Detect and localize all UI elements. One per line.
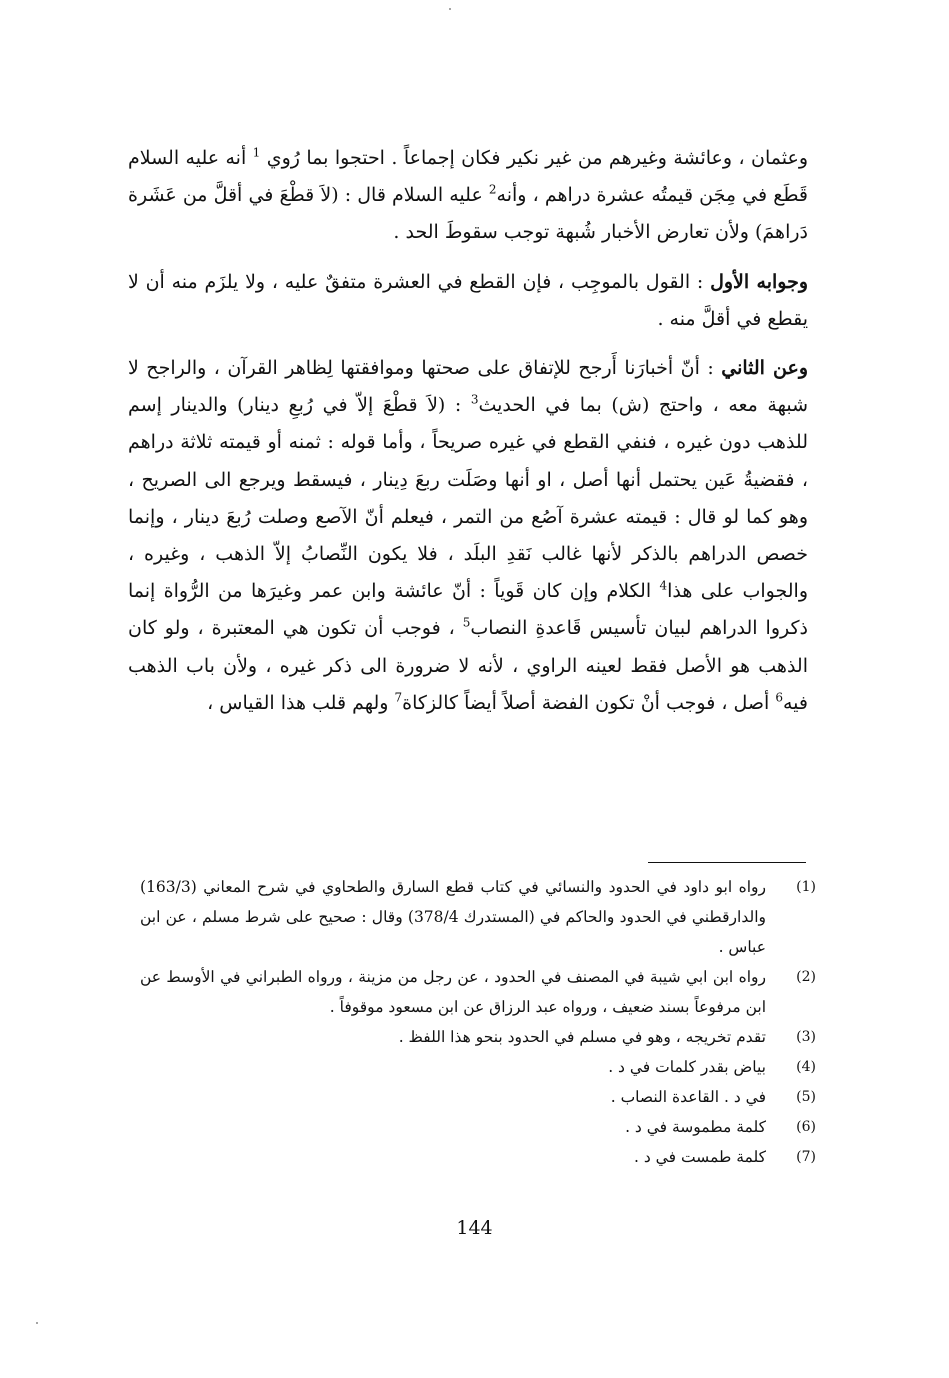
footnote [140,1082,816,1112]
scan-speck [449,8,451,10]
footnote-text: رواه ابن ابي شيبة في المصنف في الحدود ، عن رجل من مزينة ، ورواه الطبراني في الأوسط عن ابن مرفوعاً بسند ضعيف ، ورواه عبد الرزاق عن ابن مسعود موقوفاً . [140,968,766,1016]
footnote-divider [648,862,806,863]
footnote-text: رواه ابو داود في الحدود والنسائي في كتاب قطع السارق والطحاوي في شرح المعاني (163/3) والدارقطني في الحدود والحاكم في (المستدرك 378/4) وقال : صحيح على شرط مسلم ، عن ابن عباس . [140,878,766,956]
footnote-ref[interactable]: 1 [252,145,261,160]
footnote-ref[interactable]: 3 [470,392,479,407]
footnote [140,1112,816,1142]
footnote-ref[interactable]: 4 [659,578,668,593]
section-heading: وجوابه الأول [710,270,808,293]
footnote [140,1142,816,1172]
footnote-text: في د . القاعدة النصاب . [610,1088,766,1106]
footnote-number: (2) [796,969,816,985]
scan-speck [36,1322,38,1324]
section-heading: وعن الثاني [721,357,808,380]
footnote [140,962,816,1022]
footnotes [140,872,816,1172]
footnote-ref[interactable]: 6 [775,690,783,705]
footnote-ref[interactable]: 7 [394,690,403,705]
page-number: 144 [456,1217,493,1239]
footnote-number: (6) [796,1119,816,1135]
paragraph-argument: وعثمان ، وعائشة وغيرهم من غير نكير فكان إجماعاً . احتجوا بما رُوي $^1$ أنه عليه السلام قَطَع في مِجَن قيمتُه عشرة دراهم ، وأنه$^2$ عليه السلام قال : (لاَ قطْعَ في أقلَّ من عَشَرة دَراهمَ) ولأن تعارض الأخبار شُبهة توجب سقوطَ الحد . [128,145,808,244]
footnote [140,1022,816,1052]
footnote-text: بياض بقدر كلمات في د . [608,1058,766,1076]
paragraph-first-answer: وجوابه الأول : القول بالموجِب ، فإن القطع في العشرة متفقٌ عليه ، ولا يلزَم منه أن لا يقطع في أقلَّ منه . [128,270,808,330]
footnote-number: (4) [796,1059,816,1075]
footnote-ref[interactable]: 2 [488,182,497,197]
footnote-number: (7) [796,1149,816,1165]
footnote [140,872,816,962]
footnote-number: (5) [796,1089,816,1105]
main-text [128,140,808,722]
footnote-text: كلمة طمست في د . [634,1148,766,1166]
footnote-ref[interactable]: 5 [462,616,471,631]
footnote [140,1052,816,1082]
footnote-number: (3) [796,1029,816,1045]
footnote-text: تقدم تخريجه ، وهو في مسلم في الحدود بنحو هذا اللفظ . [398,1028,766,1046]
footnote-number: (1) [796,879,816,895]
footnote-text: كلمة مطموسة في د . [625,1118,766,1136]
paragraph-second-answer: وعن الثاني : أنّ أخبارَنا أَرجح للإتفاق على صحتها وموافقتها لِظاهر القرآن ، والراجح لا شبهة معه ، واحتج (ش) بما في الحديث$^3$ : (لاَ قطْعَ إلاّ في رُبعِ دينار) والدينار إسم للذهب دون غيره ، فنفي القطع في غيره صريحاً ، وأما قوله : ثمنه أو قيمته ثلاثة دراهم ، فقضيةُ عَين يحتمل أنها أصل ، او أنها وصَلَت ربعَ دِينار ، فيسقط ويرجع الى الصريح ، وهو كما لو قال : قيمته عشرة آصُع من التمر ، فيعلم أنّ الآصع وصلت رُبعَ دينار ، وإنما خصص الدراهم بالذكر لأنها غالب نَقدِ البلَد ، فلا يكون النِّصابُ إلاّ الذهب ، وغيره ، والجواب على هذا$^4$ الكلام وإن كان قَوياً : أنّ عائشة وابن عمر وغيرَها من الرُّواة إنما ذكروا الدراهم لبيان تأسيس قَاعدةِ النصاب$^5$ ، فوجب أن تكون هي المعتبرة ، ولو كان الذهب هو الأصل فقط لعينه الراوي ، لأنه لا ضرورة الى ذكر غيره ، ولأن باب الذهب فيه$^6$ أصل ، فوجب أنْ تكون الفضة أصلاً أيضاً كالزكاة$^7$ ولهم قلب هذا القياس ، [128,357,809,714]
